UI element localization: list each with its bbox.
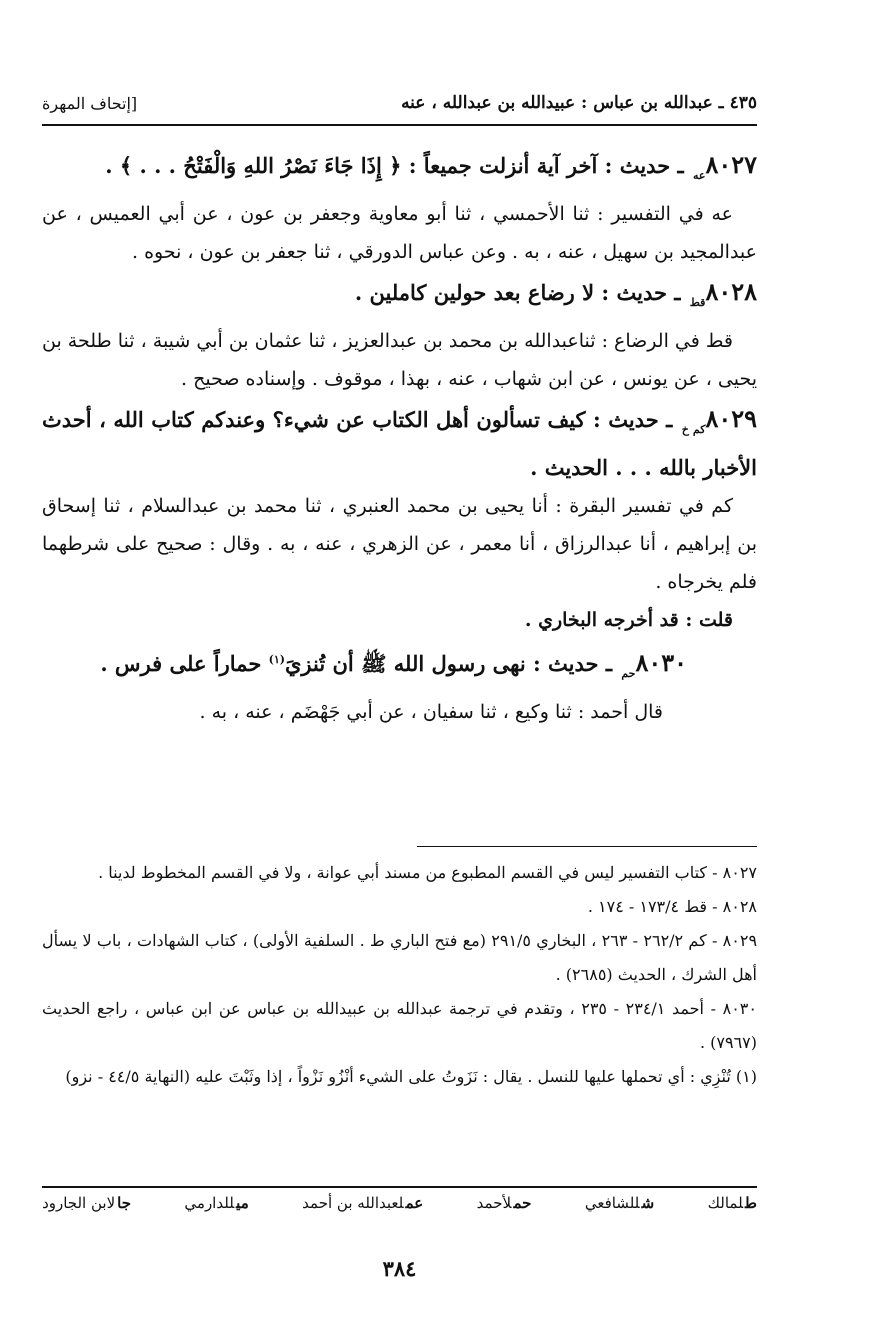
main-text (42, 146, 757, 733)
siglum: ميللدارمي (184, 1194, 249, 1212)
source-symbol: كم خ (681, 423, 706, 436)
hadith-entry (42, 400, 757, 639)
sigla-key (42, 1194, 757, 1212)
hadith-number: ٨٠٢٧ (705, 150, 757, 179)
source-symbol: عه (692, 169, 706, 182)
siglum: طلمالك (707, 1194, 757, 1212)
source-symbol: قط (689, 296, 706, 309)
page-number: ٣٨٤ (382, 1256, 417, 1281)
hadith-isnad: قال أحمد : ثنا وكيع ، ثنا سفيان ، عن أبي جَهْضَم ، عنه ، به . (199, 701, 663, 723)
hadith-isnad: كم في تفسير البقرة : أنا يحيى بن محمد العنبري ، ثنا محمد بن عبدالسلام ، ثنا إسحاق بن إبراهيم ، أنا عبدالرزاق ، أنا معمر ، عن الزهري ، عنه ، به . وقال : صحيح على شرطهما فلم يخرجاه . (42, 495, 757, 593)
book-title: [إتحاف المهرة (42, 93, 138, 113)
hadith-title: ـ حديث : نهى رسول الله ﷺ أن تُنزيَ (284, 651, 612, 676)
footnote: ٨٠٢٧ - كتاب التفسير ليس في القسم المطبوع من مسند أبي عوانة ، ولا في القسم المخطوط لدينا . (98, 863, 757, 882)
hadith-title-end: حماراً على فرس . (100, 651, 269, 676)
editor-comment: قلت : قد أخرجه البخاري . (524, 609, 733, 631)
hadith-heading (42, 273, 757, 322)
siglum: حملأحمد (476, 1194, 532, 1212)
siglum: عملعبدالله بن أحمد (302, 1194, 424, 1212)
hadith-title: ـ حديث : لا رضاع بعد حولين كاملين . (354, 280, 681, 305)
footnote: ٨٠٢٩ - كم ٢٦٢/٢ - ٢٦٣ ، البخاري ٢٩١/٥ (مع فتح الباري ط . السلفية الأولى) ، كتاب الشهادات ، باب لا يسأل أهل الشرك ، الحديث (٢٦٨٥) . (42, 931, 758, 984)
hadith-entry (42, 273, 757, 398)
sigla-divider (42, 1186, 757, 1188)
hadith-heading (42, 641, 687, 693)
hadith-title: ـ حديث : آخر آية أنزلت جميعاً : ﴿ إِذَا جَاءَ نَصْرُ اللهِ وَالْفَتْحُ . . . ﴾ . (105, 153, 684, 178)
hadith-title: ـ حديث : كيف تسألون أهل الكتاب عن شيء؟ وعندكم كتاب الله ، أحدث الأخبار بالله . . . الحديث . (42, 407, 757, 480)
footnote-marker: (١) (268, 653, 285, 666)
hadith-number: ٨٠٢٩ (705, 404, 757, 433)
footnote-divider (417, 846, 757, 847)
hadith-heading (42, 400, 757, 487)
hadith-isnad: عه في التفسير : ثنا الأحمسي ، ثنا أبو معاوية وجعفر بن عون ، عن أبي العميس ، عن عبدالمجيد بن سهيل ، عنه ، به . وعن عباس الدورقي ، ثنا جعفر بن عون ، نحوه . (42, 203, 757, 263)
hadith-entry (42, 641, 757, 731)
footnotes (42, 856, 757, 1094)
source-symbol: حم (621, 667, 636, 680)
running-head (42, 88, 757, 118)
footnote: (١) تُنْزِي : أي تحملها عليها للنسل . يقال : نَزَوتُ على الشيء أنْزُو نَزْواً ، إذا وثَبْتَ عليه (النهاية ٤٤/٥ - نزو) (65, 1067, 757, 1086)
footnote: ٨٠٢٨ - قط ١٧٣/٤ - ١٧٤ . (587, 897, 757, 916)
siglum: شللشافعي (584, 1194, 655, 1212)
header-divider (42, 124, 757, 126)
book-page (42, 0, 757, 1333)
hadith-number: ٨٠٢٨ (705, 277, 757, 306)
siglum: جالابن الجارود (42, 1194, 131, 1212)
hadith-entry (42, 146, 757, 271)
hadith-heading (42, 146, 757, 195)
footnote: ٨٠٣٠ - أحمد ٢٣٤/١ - ٢٣٥ ، وتقدم في ترجمة عبدالله بن عبيدالله بن عباس عن ابن عباس ، راجع الحديث (٧٩٦٧) . (42, 999, 757, 1052)
chapter-title: ٤٣٥ ـ عبدالله بن عباس : عبيدالله بن عبدالله ، عنه (401, 93, 757, 113)
hadith-number: ٨٠٣٠ (635, 648, 687, 677)
hadith-isnad: قط في الرضاع : ثناعبدالله بن محمد بن عبدالعزيز ، ثنا عثمان بن أبي شيبة ، ثنا طلحة بن يحيى ، عن يونس ، عن ابن شهاب ، عنه ، بهذا ، موقوف . وإسناده صحيح . (42, 330, 757, 390)
